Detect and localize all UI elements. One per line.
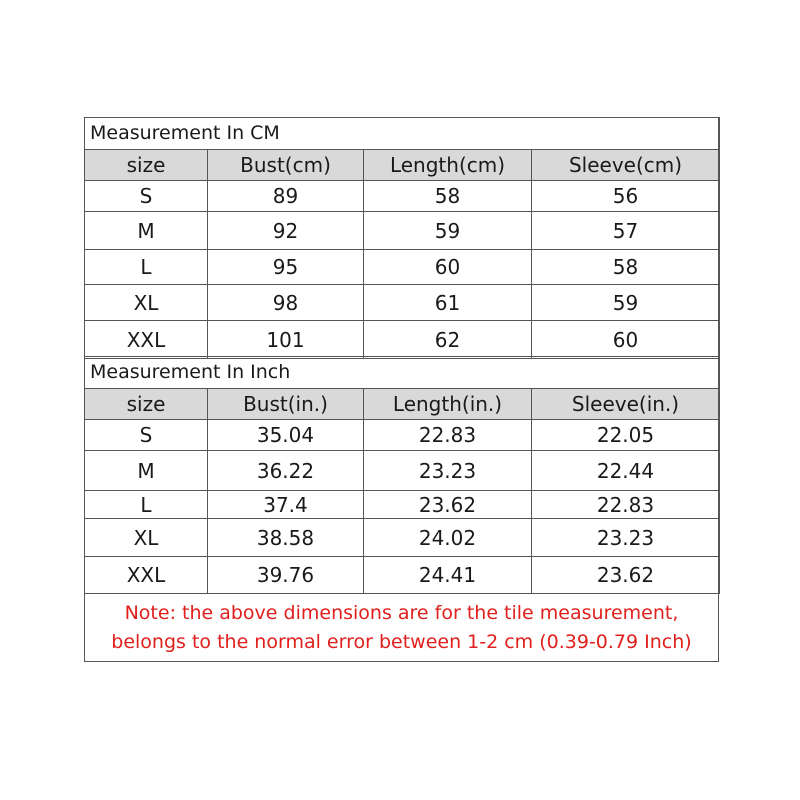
cell-size: M <box>85 212 208 250</box>
column-header-sleeve: Sleeve(cm) <box>532 150 720 181</box>
column-header-bust: Bust(in.) <box>208 389 364 420</box>
cell-size: XL <box>85 285 208 321</box>
cell-bust: 38.58 <box>208 519 364 557</box>
table-frame <box>84 117 719 662</box>
column-header-size: size <box>85 150 208 181</box>
cell-size: XXL <box>85 321 208 359</box>
cell-length: 60 <box>364 250 532 285</box>
column-header-length: Length(in.) <box>364 389 532 420</box>
note-line-2: belongs to the normal error between 1-2 cm (0.39-0.79 Inch) <box>111 631 692 653</box>
cell-size: M <box>85 451 208 491</box>
cell-length: 23.23 <box>364 451 532 491</box>
cell-length: 62 <box>364 321 532 359</box>
cell-bust: 101 <box>208 321 364 359</box>
cell-sleeve: 57 <box>532 212 720 250</box>
cell-bust: 92 <box>208 212 364 250</box>
inch-section-title: Measurement In Inch <box>85 357 720 389</box>
cell-bust: 37.4 <box>208 491 364 519</box>
cell-bust: 39.76 <box>208 557 364 594</box>
cell-sleeve: 59 <box>532 285 720 321</box>
cell-length: 24.41 <box>364 557 532 594</box>
column-header-size: size <box>85 389 208 420</box>
column-header-bust: Bust(cm) <box>208 150 364 181</box>
cell-length: 22.83 <box>364 420 532 451</box>
cm-section-title: Measurement In CM <box>85 118 720 150</box>
cell-bust: 98 <box>208 285 364 321</box>
cell-bust: 89 <box>208 181 364 212</box>
cell-size: L <box>85 491 208 519</box>
cell-size: XL <box>85 519 208 557</box>
cell-size: S <box>85 181 208 212</box>
cell-sleeve: 56 <box>532 181 720 212</box>
cell-length: 24.02 <box>364 519 532 557</box>
cell-bust: 35.04 <box>208 420 364 451</box>
cell-length: 61 <box>364 285 532 321</box>
column-header-length: Length(cm) <box>364 150 532 181</box>
cell-length: 58 <box>364 181 532 212</box>
cell-sleeve: 23.23 <box>532 519 720 557</box>
cell-size: XXL <box>85 557 208 594</box>
cell-sleeve: 22.05 <box>532 420 720 451</box>
cell-sleeve: 22.83 <box>532 491 720 519</box>
cell-sleeve: 23.62 <box>532 557 720 594</box>
cell-size: S <box>85 420 208 451</box>
cell-sleeve: 60 <box>532 321 720 359</box>
cell-sleeve: 22.44 <box>532 451 720 491</box>
column-header-sleeve: Sleeve(in.) <box>532 389 720 420</box>
cell-bust: 95 <box>208 250 364 285</box>
cell-size: L <box>85 250 208 285</box>
cell-sleeve: 58 <box>532 250 720 285</box>
note-line-1: Note: the above dimensions are for the tile measurement, <box>124 602 679 624</box>
cell-bust: 36.22 <box>208 451 364 491</box>
cell-length: 23.62 <box>364 491 532 519</box>
cell-length: 59 <box>364 212 532 250</box>
